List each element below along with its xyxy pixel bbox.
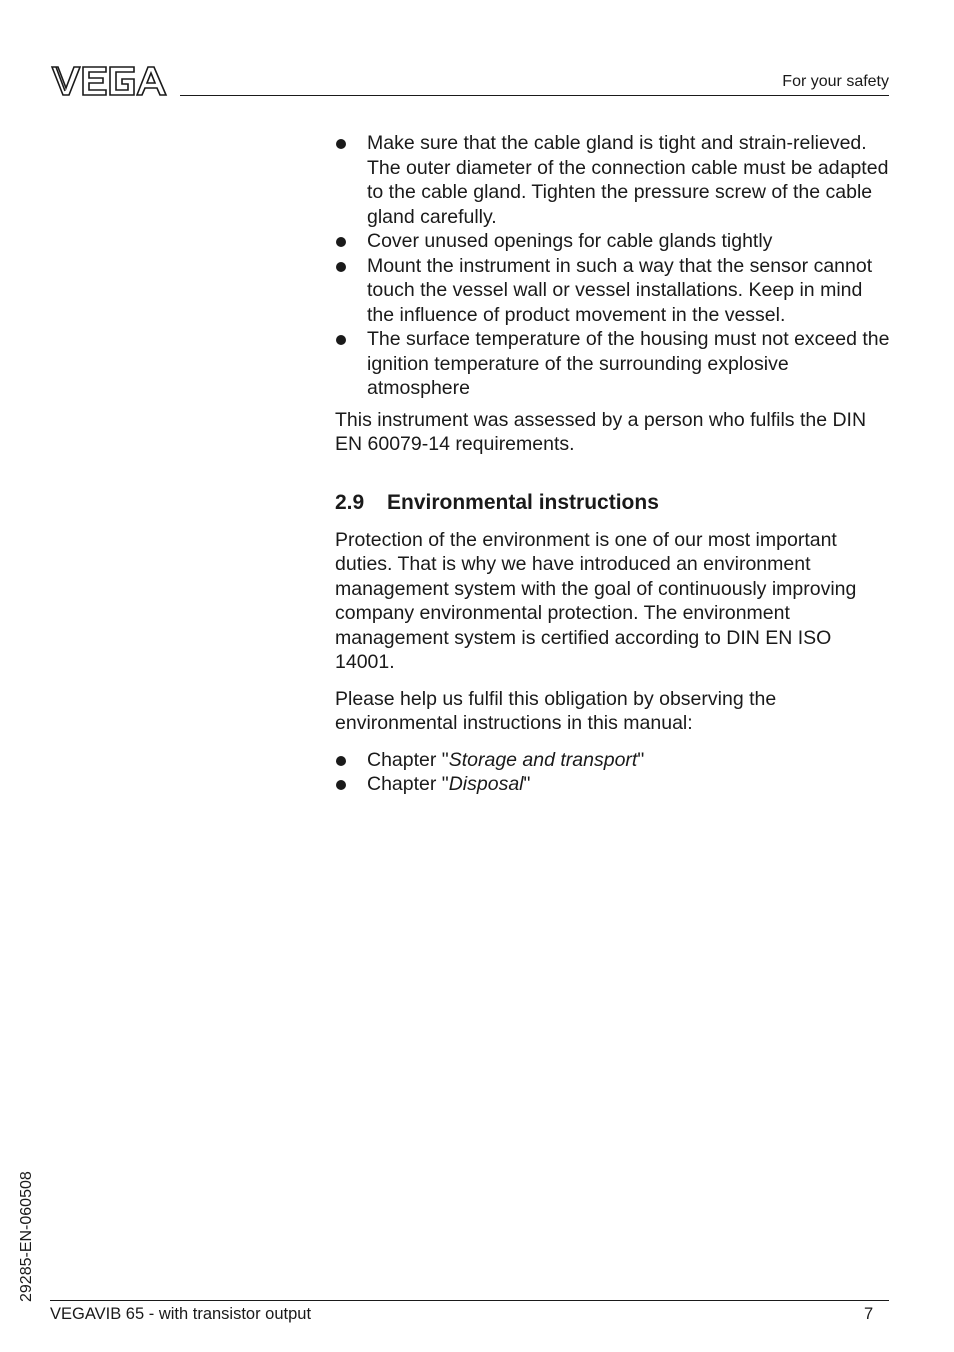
chapter-reference-list — [335, 748, 891, 797]
chapter-link-storage[interactable]: Storage and transport — [448, 748, 638, 771]
bullet-icon — [336, 262, 346, 272]
bullet-icon — [336, 335, 346, 345]
list-item-text: Mount the instrument in such a way that the sensor cannot touch the vessel wall or vessel installations. Keep in mind the influence of product movement in the vessel. — [367, 254, 873, 326]
list-item — [335, 254, 891, 328]
assessment-paragraph: This instrument was assessed by a person who fulfils the DIN EN 60079-14 requirements. — [335, 408, 867, 455]
list-item-text: The surface temperature of the housing must not exceed the ignition temperature of the surrounding explosive atmosphere — [367, 328, 890, 399]
footer-rule — [50, 1300, 889, 1301]
section-heading — [335, 490, 891, 516]
vega-logo — [50, 64, 168, 98]
obligation-paragraph: Please help us fulfil this obligation by observing the environmental instructions in this manual: — [335, 687, 777, 734]
page-content — [335, 131, 891, 797]
list-item-text: Cover unused openings for cable glands tightly — [367, 230, 773, 252]
list-item — [335, 327, 891, 401]
list-item — [335, 772, 891, 797]
chapter-prefix: Chapter " — [367, 748, 449, 771]
bullet-icon — [336, 780, 346, 790]
document-code: 29285-EN-060508 — [18, 1171, 35, 1302]
list-item — [335, 748, 891, 773]
chapter-prefix: Chapter " — [367, 773, 449, 795]
bullet-icon — [336, 237, 346, 247]
list-item — [335, 229, 891, 254]
footer-product-name: VEGAVIB 65 - with transistor output — [50, 1305, 312, 1323]
list-item — [335, 131, 891, 229]
environment-paragraph: Protection of the environment is one of our most important duties. That is why we have introduced an environment management system with the goal of continuously improving company environmental protection. The environment management system is certified according to DIN EN ISO 14001. — [335, 528, 857, 673]
bullet-icon — [336, 756, 346, 766]
safety-bullet-list — [335, 131, 891, 401]
chapter-suffix: " — [637, 748, 645, 771]
list-item-text: Make sure that the cable gland is tight and strain-relieved. The outer diameter of the connection cable must be adapted to the cable gland. Tighten the pressure screw of the cable gland carefully. — [367, 132, 889, 228]
section-number: 2.9 — [335, 490, 365, 514]
chapter-link-disposal[interactable]: Disposal — [448, 773, 524, 795]
running-head: For your safety — [782, 73, 889, 90]
chapter-suffix: " — [523, 773, 531, 795]
page-number: 7 — [864, 1305, 874, 1323]
section-title: Environmental instructions — [387, 490, 659, 514]
header-rule — [180, 95, 889, 96]
bullet-icon — [336, 139, 346, 149]
